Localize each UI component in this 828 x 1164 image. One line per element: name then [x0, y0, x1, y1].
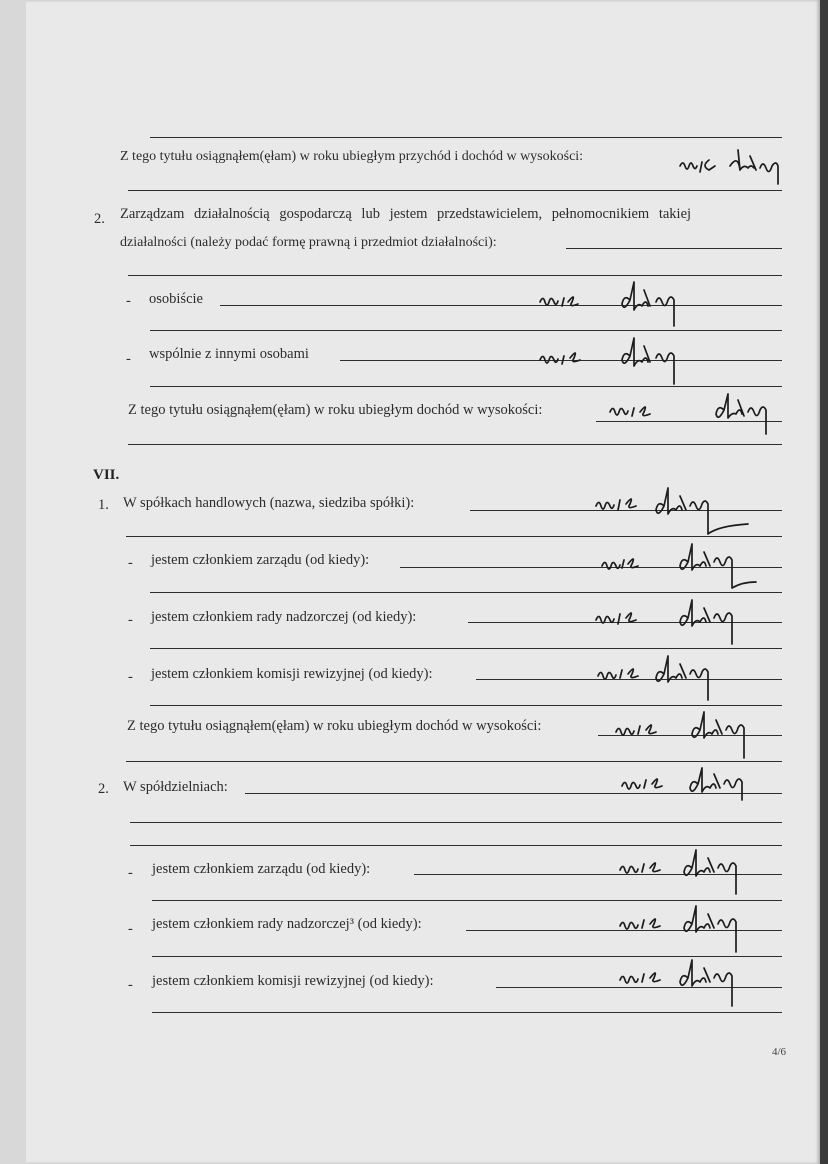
dash: -: [128, 921, 133, 937]
answer-line: [128, 190, 782, 191]
handwritten-answer: [616, 900, 786, 958]
handwritten-answer: [536, 280, 716, 332]
handwritten-answer: [592, 540, 782, 596]
point2-label: W spółdzielniach:: [123, 779, 228, 795]
item-label-komisja: jestem członkiem komisji rewizyjnej (od kiedy):: [151, 666, 433, 682]
answer-line: [130, 822, 782, 823]
point2-text-line1: Zarządzam działalnością gospodarczą lub jestem przedstawicielem, pełnomocnikiem takiej: [120, 206, 692, 222]
item-label-wspolnie: wspólnie z innymi osobami: [149, 346, 309, 362]
answer-line: [150, 705, 782, 706]
dash: -: [128, 977, 133, 993]
dash: -: [128, 865, 133, 881]
item-label-rada-sp: jestem członkiem rady nadzorczej³ (od kiedy):: [152, 916, 422, 932]
page-number: 4/6: [772, 1046, 787, 1058]
point-number: 2.: [98, 781, 109, 797]
handwritten-answer: [536, 336, 716, 390]
answer-line: [150, 137, 782, 138]
handwritten-answer: [592, 596, 782, 652]
point-number: 1.: [98, 497, 109, 513]
answer-line: [150, 330, 782, 331]
point2-text-line2: działalności (należy podać formę prawną i przedmiot działalności):: [120, 235, 497, 250]
answer-line: [566, 248, 782, 249]
handwritten-answer: [606, 392, 786, 444]
dash: -: [126, 351, 131, 367]
section-heading: VII.: [93, 467, 120, 483]
dash: -: [128, 669, 133, 685]
dash: -: [126, 293, 131, 309]
item-label-zarzad-sp: jestem członkiem zarządu (od kiedy):: [152, 861, 371, 877]
answer-line: [150, 386, 782, 387]
handwritten-answer: [616, 846, 786, 902]
answer-line: [150, 648, 782, 649]
point-number: 2.: [94, 211, 105, 227]
handwritten-answer: [616, 956, 786, 1014]
handwritten-answer: [618, 764, 788, 806]
handwritten-answer: [592, 650, 782, 706]
item-label-zarzad: jestem członkiem zarządu (od kiedy):: [151, 552, 370, 568]
answer-line: [152, 1012, 782, 1013]
income-label: Z tego tytułu osiągnąłem(ęłam) w roku ubiegłym dochód w wysokości:: [127, 718, 542, 734]
answer-line: [126, 536, 782, 537]
income-label: Z tego tytułu osiągnąłem(ęłam) w roku ubiegłym dochód w wysokości:: [128, 402, 543, 418]
dash: -: [128, 555, 133, 571]
dash: -: [128, 612, 133, 628]
answer-line: [128, 275, 782, 276]
handwritten-answer: [676, 146, 796, 190]
handwritten-answer: [612, 708, 782, 764]
answer-line: [150, 592, 782, 593]
item-label-komisja-sp: jestem członkiem komisji rewizyjnej (od kiedy):: [152, 973, 434, 989]
income-label: Z tego tytułu osiągnąłem(ęłam) w roku ubiegłym przychód i dochód w wysokości:: [120, 149, 584, 164]
handwritten-answer: [592, 484, 782, 540]
item-label-rada: jestem członkiem rady nadzorczej (od kiedy):: [151, 609, 417, 625]
answer-line: [126, 761, 782, 762]
point1-label: W spółkach handlowych (nazwa, siedziba spółki):: [123, 495, 415, 511]
item-label-osobiscie: osobiście: [149, 291, 203, 307]
answer-line: [128, 444, 782, 445]
